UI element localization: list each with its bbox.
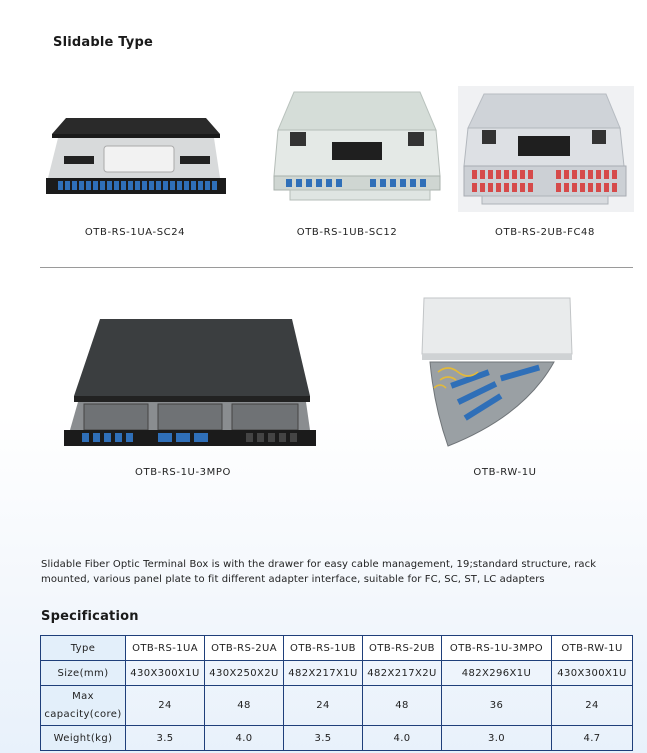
product-image-otb-rs-1u-3mpo — [60, 316, 320, 454]
row-label: Size(mm) — [41, 661, 126, 686]
product-caption: OTB-RS-1UB-SC12 — [296, 227, 398, 238]
table-header-cell: OTB-RS-1U-3MPO — [442, 636, 552, 661]
table-cell: 430X300X1U — [552, 661, 633, 686]
table-cell: 24 — [284, 686, 363, 726]
product-image-otb-rs-1ua-sc24 — [44, 112, 230, 204]
table-cell: 4.7 — [552, 726, 633, 751]
table-cell: 430X250X2U — [205, 661, 284, 686]
table-cell: 482X217X1U — [284, 661, 363, 686]
product-image-otb-rs-1ub-sc12 — [270, 90, 446, 206]
product-caption: OTB-RS-2UB-FC48 — [495, 227, 595, 238]
table-header-row — [41, 636, 633, 661]
table-cell: 4.0 — [205, 726, 284, 751]
table-cell: 24 — [552, 686, 633, 726]
row-label-line: Max — [72, 690, 94, 702]
specification-title: Specification — [41, 609, 139, 624]
table-cell: 48 — [205, 686, 284, 726]
table-cell: 3.0 — [442, 726, 552, 751]
row-label: Weight(kg) — [41, 726, 126, 751]
row-label-line: capacity(core) — [44, 708, 122, 720]
table-header-cell: OTB-RS-2UB — [363, 636, 442, 661]
slidable-type-title: Slidable Type — [53, 35, 153, 50]
table-cell: 24 — [126, 686, 205, 726]
product-image-otb-rw-1u — [404, 296, 580, 456]
table-cell: 482X296X1U — [442, 661, 552, 686]
table-cell: 3.5 — [284, 726, 363, 751]
specification-table — [40, 635, 633, 751]
product-caption: OTB-RS-1UA-SC24 — [84, 227, 186, 238]
table-cell: 430X300X1U — [126, 661, 205, 686]
table-cell: 4.0 — [363, 726, 442, 751]
table-row — [41, 661, 633, 686]
table-header-cell: OTB-RW-1U — [552, 636, 633, 661]
table-cell: 48 — [363, 686, 442, 726]
product-description: Slidable Fiber Optic Terminal Box is with the drawer for easy cable management, 19;standard structure, rack mounted, various panel plate to fit different adapter interface, suitable for FC, SC, ST, LC adapters — [41, 559, 597, 585]
table-cell: 3.5 — [126, 726, 205, 751]
table-row — [41, 726, 633, 751]
table-header-cell: OTB-RS-1UA — [126, 636, 205, 661]
table-cell: 36 — [442, 686, 552, 726]
table-header-cell: Type — [41, 636, 126, 661]
table-header-cell: OTB-RS-2UA — [205, 636, 284, 661]
product-caption: OTB-RS-1U-3MPO — [135, 467, 231, 478]
table-row — [41, 686, 633, 726]
section-divider — [40, 267, 633, 268]
product-image-otb-rs-2ub-fc48 — [458, 86, 634, 212]
table-header-cell: OTB-RS-1UB — [284, 636, 363, 661]
product-caption: OTB-RW-1U — [473, 467, 537, 478]
row-label — [41, 686, 126, 726]
table-cell: 482X217X2U — [363, 661, 442, 686]
